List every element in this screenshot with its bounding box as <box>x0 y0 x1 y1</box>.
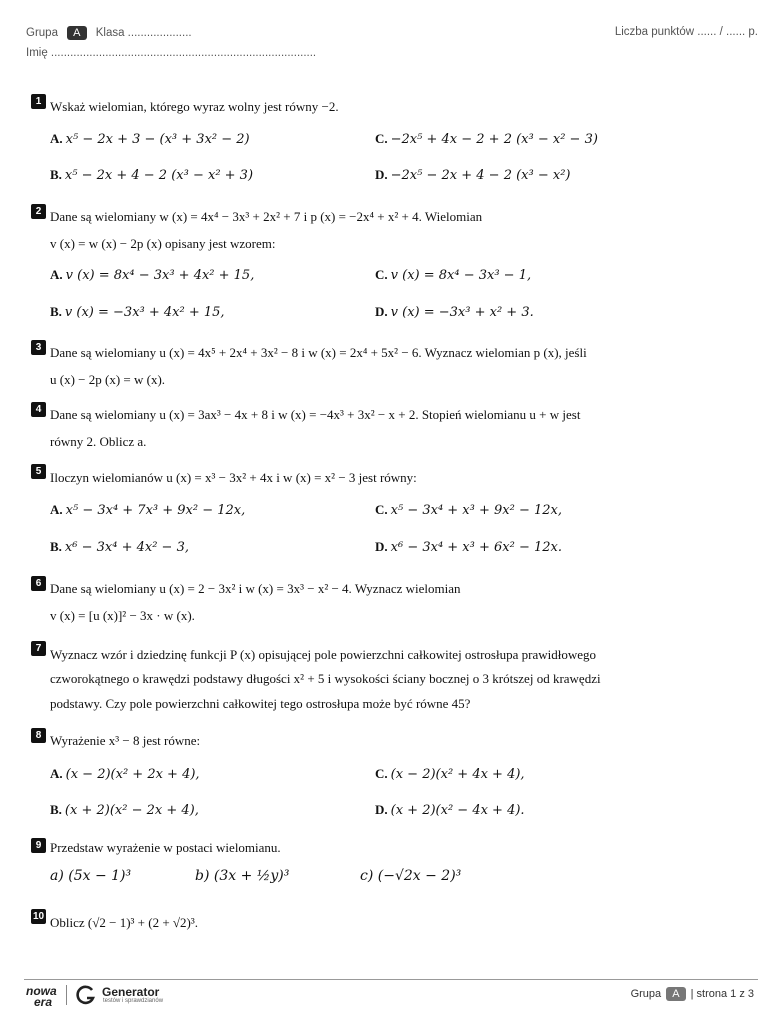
question-number: 7 <box>31 641 46 656</box>
question-text: równy 2. Oblicz a. <box>50 434 147 449</box>
question-text: Dane są wielomiany u (x) = 4x⁵ + 2x⁴ + 3x² − 8 i w (x) = 2x⁴ + 5x² − 6. Wyznacz wielomian p (x), jeśli <box>50 345 587 360</box>
option-d: D. −2x⁵ − 2x + 4 − 2 (x³ − x²) <box>375 167 571 183</box>
question-number: 3 <box>31 340 46 355</box>
option-b: B. x⁵ − 2x + 4 − 2 (x³ − x² + 3) <box>50 167 254 183</box>
footer-group-badge: A <box>666 987 685 1001</box>
question-number: 1 <box>31 94 46 109</box>
question-text: Wskaż wielomian, którego wyraz wolny jest równy −2. <box>50 99 339 114</box>
group-badge: A <box>67 26 86 40</box>
option-b: B. v (x) = −3x³ + 4x² + 15, <box>50 304 225 320</box>
option-a: A. x⁵ − 3x⁴ + 7x³ + 9x² − 12x, <box>50 502 246 518</box>
logo-text-top: nowa <box>26 984 57 998</box>
question-number: 8 <box>31 728 46 743</box>
group-field <box>26 26 192 40</box>
name-field: Imię ................................................................................... <box>26 47 317 59</box>
question-text: Wyrażenie x³ − 8 jest równe: <box>50 733 201 748</box>
question-text: u (x) − 2p (x) = w (x). <box>50 372 166 387</box>
class-label: Klasa .................... <box>95 27 192 39</box>
option-d: D. x⁶ − 3x⁴ + x³ + 6x² − 12x. <box>375 539 562 555</box>
question-number: 6 <box>31 576 46 591</box>
option-d: D. (x + 2)(x² − 4x + 4). <box>375 802 525 818</box>
part-c: c) (−√2x − 2)³ <box>360 868 462 884</box>
question-number: 4 <box>31 402 46 417</box>
question-text: Wyznacz wzór i dziedzinę funkcji P (x) opisującej pole powierzchni całkowitej ostrosłupa prawidłowego <box>50 647 596 662</box>
question-number: 10 <box>32 911 45 922</box>
question-text: Dane są wielomiany u (x) = 2 − 3x² i w (x) = 3x³ − x² − 4. Wyznacz wielomian <box>50 581 461 596</box>
option-a: A. x⁵ − 2x + 3 − (x³ + 3x² − 2) <box>50 131 250 147</box>
option-b: B. (x + 2)(x² − 2x + 4), <box>50 802 199 818</box>
question-text: Dane są wielomiany w (x) = 4x⁴ − 3x³ + 2x² + 7 i p (x) = −2x⁴ + x² + 4. Wielomian <box>50 209 483 224</box>
option-c: C. −2x⁵ + 4x − 2 + 2 (x³ − x² − 3) <box>375 131 598 147</box>
footer-group-label: Grupa <box>630 988 662 1000</box>
option-a: A. v (x) = 8x⁴ − 3x³ + 4x² + 15, <box>50 267 255 283</box>
option-b: B. x⁶ − 3x⁴ + 4x² − 3, <box>50 539 189 555</box>
logo-separator <box>66 985 67 1005</box>
group-label: Grupa <box>26 27 58 39</box>
question-text: v (x) = w (x) − 2p (x) opisany jest wzorem: <box>50 236 276 251</box>
option-c: C. x⁵ − 3x⁴ + x³ + 9x² − 12x, <box>375 502 562 518</box>
question-text: Przedstaw wyrażenie w postaci wielomianu. <box>50 840 281 855</box>
option-a: A. (x − 2)(x² + 2x + 4), <box>50 766 200 782</box>
question-text: podstawy. Czy pole powierzchni całkowitej tego ostrosłupa może być równe 45? <box>50 696 471 711</box>
question-text: v (x) = [u (x)]² − 3x · w (x). <box>50 608 195 623</box>
page-indicator <box>631 987 754 1001</box>
points-field: Liczba punktów ...... / ...... p. <box>614 26 758 38</box>
question-text: Iloczyn wielomianów u (x) = x³ − 3x² + 4x i w (x) = x² − 3 jest równy: <box>50 470 417 485</box>
question-number: 9 <box>31 838 46 853</box>
option-d: D. v (x) = −3x³ + x² + 3. <box>375 304 534 320</box>
generator-subtitle: testów i sprawdzianów <box>103 998 164 1004</box>
generator-title: Generator <box>102 985 160 999</box>
question-text: Dane są wielomiany u (x) = 3ax³ − 4x + 8 i w (x) = −4x³ + 3x² − x + 2. Stopień wielomianu u + w jest <box>50 407 581 422</box>
page-number: | strona 1 z 3 <box>690 988 754 1000</box>
question-number: 2 <box>31 204 46 219</box>
question-text: Oblicz (√2 − 1)³ + (2 + √2)³. <box>50 915 199 930</box>
question-text: czworokątnego o krawędzi podstawy długości x² + 5 i wysokości ściany bocznej o 3 krótszej od krawędzi <box>50 671 601 686</box>
part-a: a) (5x − 1)³ <box>50 868 132 884</box>
option-c: C. (x − 2)(x² + 4x + 4), <box>375 766 525 782</box>
nowa-era-logo <box>26 986 57 1008</box>
part-b: b) (3x + ½y)³ <box>195 868 290 884</box>
logo-text-bottom: era <box>34 995 53 1009</box>
generator-logo-icon <box>76 985 96 1005</box>
question-number: 5 <box>31 464 46 479</box>
option-c: C. v (x) = 8x⁴ − 3x³ − 1, <box>375 267 532 283</box>
footer-divider <box>24 979 758 980</box>
